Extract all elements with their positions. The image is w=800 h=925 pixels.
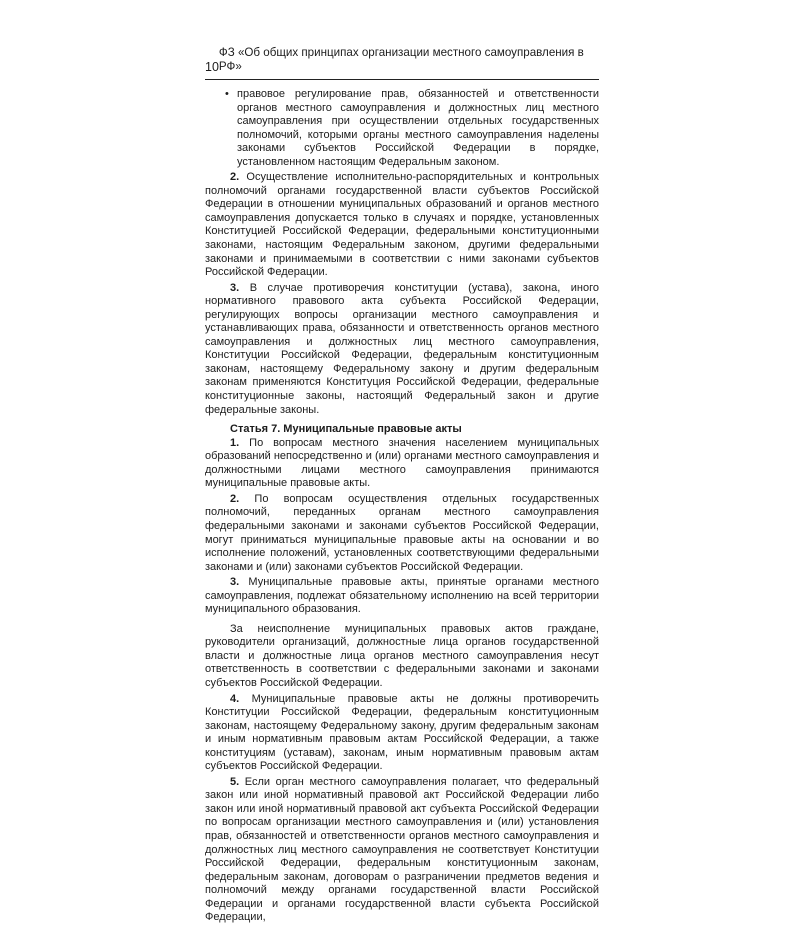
paragraph-text: Если орган местного самоуправления полагает, что федеральный закон или иной нормативный правовой акт Российской Федерации либо закон или иной нормативный правовой акт субъекта Российской Федерации по вопросам организации местного самоуправления и (или) установления прав, обязанностей и ответственности органов местного самоуправления и должностных лиц местного самоуправления не соответствует Конституции Российской Федерации, федеральным конституционным законам, федеральным законам, договорам о разграничении предметов ведения и полномочий между органами государственной власти Российской Федерации и органами государственной власти субъекта Российской Федерации, [205, 775, 599, 924]
paragraph-3 [205, 282, 599, 417]
book-page [205, 46, 599, 925]
article-7-part-4 [205, 693, 599, 774]
article-7-part-1 [205, 437, 599, 491]
page-header [205, 46, 599, 80]
paragraph-2 [205, 171, 599, 279]
article-7-part-3 [205, 576, 599, 617]
paragraph-text: По вопросам местного значения населением муниципальных образований непосредственно и (или) органами местного самоуправления и должностными лицами местного самоуправления принимаются муниципальные правовые акты. [205, 436, 599, 490]
article-7-part-5 [205, 776, 599, 925]
paragraph-number: 3. [230, 576, 240, 589]
page-number: 10 [205, 60, 219, 74]
page-body [205, 88, 599, 925]
paragraph-text: В случае противоречия конституции (устава), закона, иного нормативного правового акта субъекта Российской Федерации, регулирующих вопросы организации местного самоуправления и устанавливающих права, обязанности и ответственность органов местного самоуправления и должностных лиц местного самоуправления, Конституции Российской Федерации, федеральным конституционным законам, настоящему Федеральному закону и другим федеральным законам применяются Конституция Российской Федерации, федеральные конституционные законы, настоящий Федеральный закон и другие федеральные законы. [205, 281, 599, 416]
bullet-icon: • [225, 88, 229, 100]
article-heading: Статья 7. Муниципальные правовые акты [230, 423, 462, 436]
paragraph-number: 5. [230, 775, 240, 788]
paragraph-number: 2. [230, 171, 240, 184]
article-7-part-3-continuation: За неисполнение муниципальных правовых актов граждане, руководители организаций, должностные лица органов государственной власти и должностные лица органов местного самоуправления несут ответственность в соответствии с федеральными законами и законами субъектов Российской Федерации. [205, 622, 599, 689]
bullet-item [225, 88, 599, 169]
paragraph-number: 3. [230, 281, 240, 294]
paragraph-number: 1. [230, 436, 240, 449]
paragraph-text: Осуществление исполнительно-распорядительных и контрольных полномочий органами государственной власти субъектов Российской Федерации в отношении муниципальных образований и органов местного самоуправления допускается только в случаях и порядке, установленных Конституцией Российской Федерации, федеральными конституционными законами, настоящим Федеральным законом, другими федеральными законами и принимаемыми в соответствии с ними законами субъектов Российской Федерации. [205, 171, 599, 279]
paragraph-number: 2. [230, 492, 240, 505]
paragraph-text: По вопросам осуществления отдельных государственных полномочий, переданных органам местного самоуправления федеральными законами и законами субъектов Российской Федерации, могут приниматься муниципальные правовые акты на основании и во исполнение положений, установленных соответствующими федеральными законами и (или) законами субъектов Российской Федерации. [205, 492, 599, 573]
running-title: ФЗ «Об общих принципах организации местного самоуправления в РФ» [218, 46, 584, 73]
bullet-text: правовое регулирование прав, обязанностей и ответственности органов местного самоуправления и должностных лиц местного самоуправления при осуществлении отдельных государственных полномочий, которыми органы местного самоуправления наделены законами субъектов Российской Федерации в порядке, установленном настоящим Федеральным законом. [237, 88, 599, 168]
paragraph-number: 4. [230, 692, 240, 705]
article-7-part-2 [205, 493, 599, 574]
paragraph-text: Муниципальные правовые акты не должны противоречить Конституции Российской Федерации, федеральным конституционным законам, настоящему Федеральному закону, другим федеральным законам и иным нормативным правовым актам Российской Федерации, а также конституциям (уставам), законам, иным нормативным правовым актам субъектов Российской Федерации. [205, 692, 599, 773]
paragraph-text: Муниципальные правовые акты, принятые органами местного самоуправления, подлежат обязательному исполнению на всей территории муниципального образования. [205, 576, 599, 616]
